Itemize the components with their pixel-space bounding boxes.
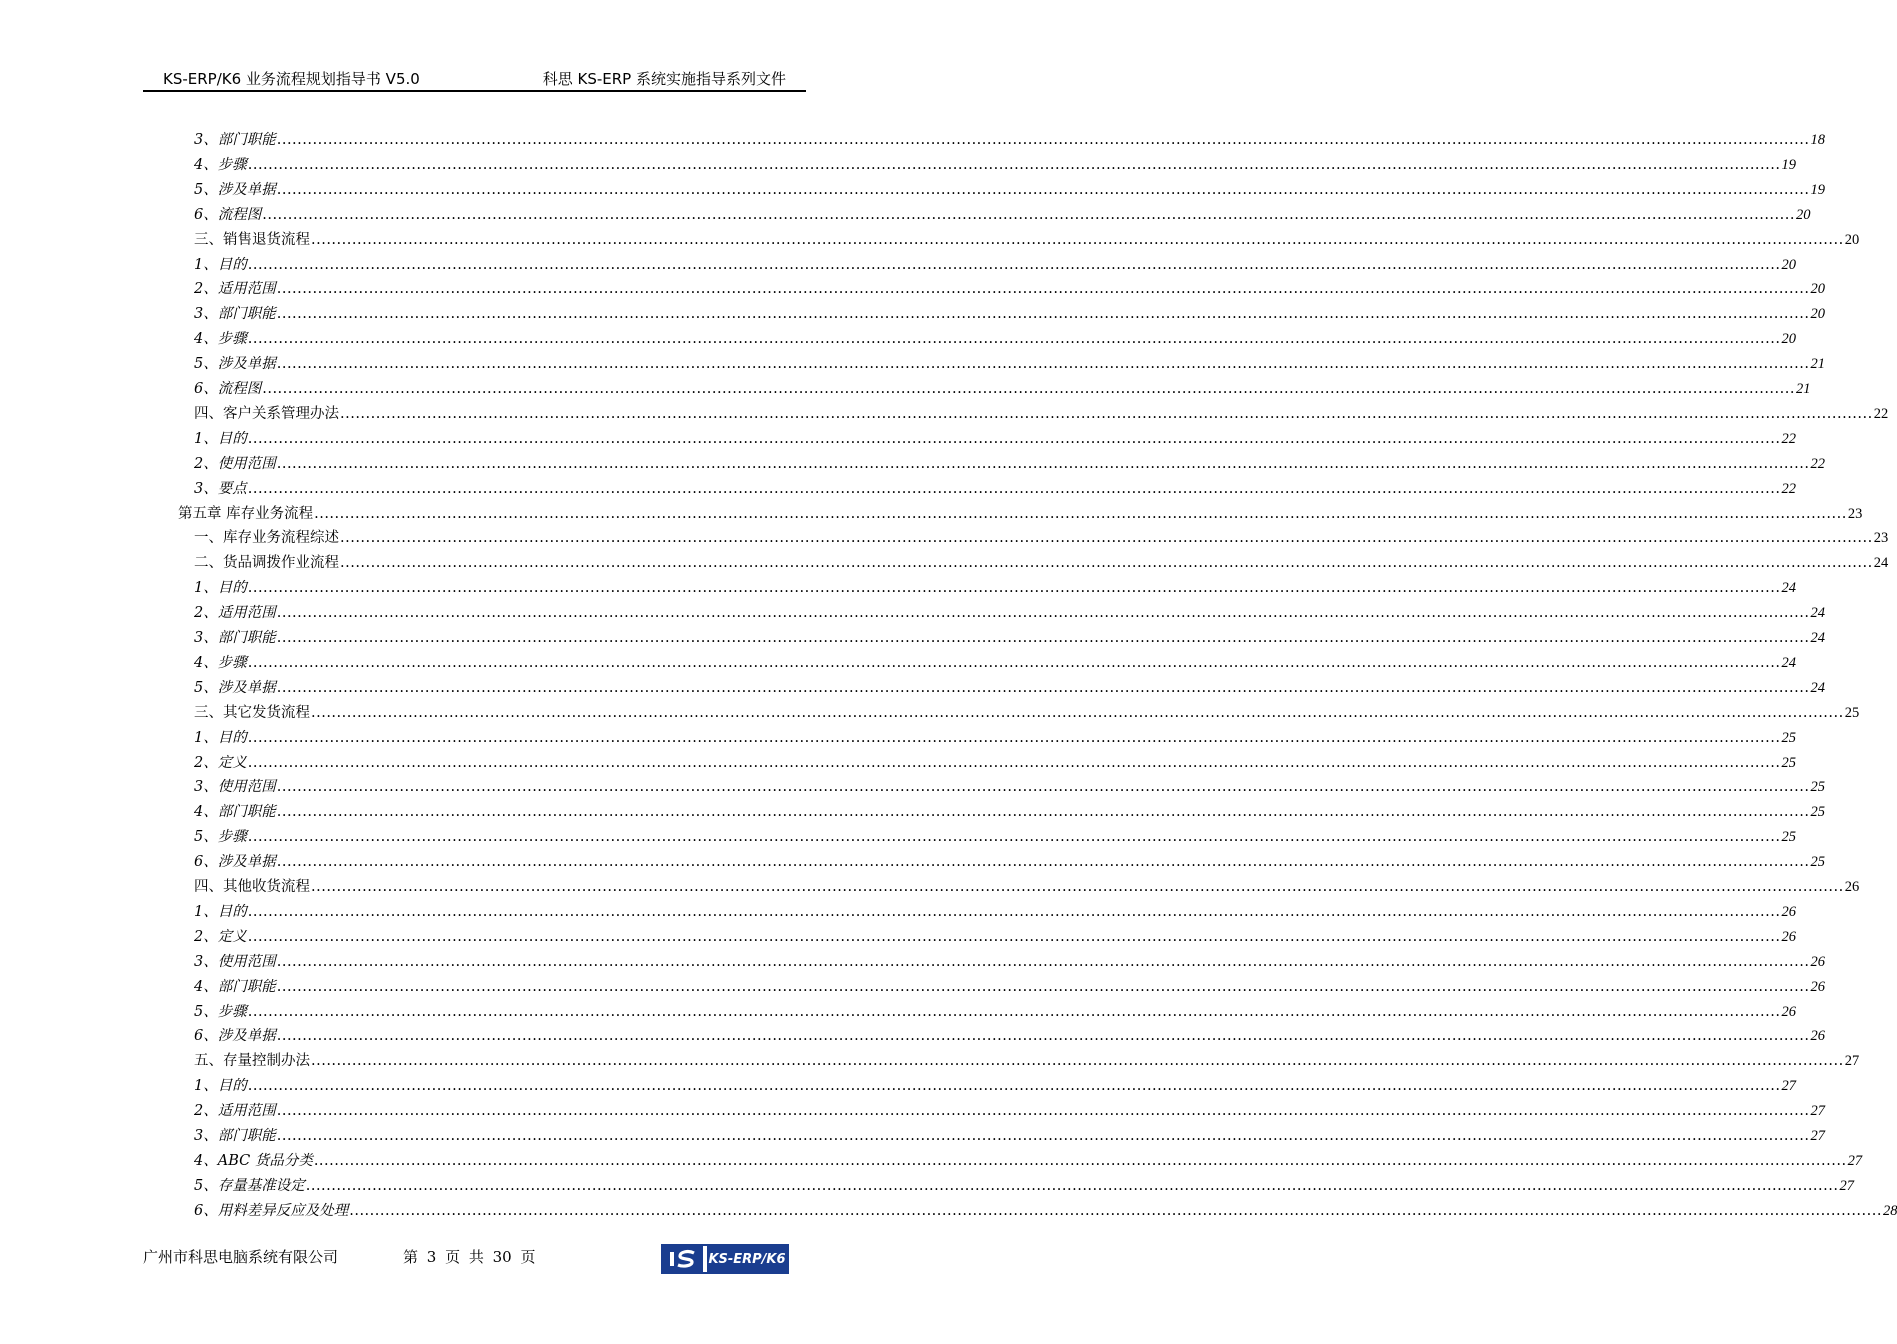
toc-entry-label: 1、目的 [194, 903, 247, 920]
toc-entry-label: 5、涉及单据 [194, 679, 276, 696]
toc-entry[interactable] [194, 399, 1889, 424]
toc-entry-page: 25 [1810, 779, 1825, 796]
toc-entry-label: 三、其它发货流程 [194, 704, 310, 721]
toc-entry-label: 5、涉及单据 [194, 356, 276, 373]
toc-entry[interactable] [194, 772, 1825, 797]
toc-entry[interactable] [194, 250, 1796, 275]
toc-leader-dots: ............................................................................................................................................................................................................................................................................................................ [311, 231, 1844, 248]
toc-entry-page: 20 [1844, 231, 1860, 248]
toc-leader-dots: ............................................................................................................................................................................................................................................................................................................ [349, 1202, 1882, 1219]
toc-leader-dots: ............................................................................................................................................................................................................................................................................................................ [276, 181, 1810, 198]
toc-entry[interactable] [194, 1121, 1825, 1146]
toc-leader-dots: ............................................................................................................................................................................................................................................................................................................ [247, 580, 1781, 597]
toc-entry-label: 6、涉及单据 [194, 854, 276, 871]
toc-entry-label: 1、目的 [194, 729, 247, 746]
toc-entry[interactable] [194, 797, 1825, 822]
page-header [143, 66, 806, 92]
toc-entry-label: 1、目的 [194, 256, 247, 273]
toc-entry-label: 2、定义 [194, 754, 247, 771]
toc-entry-label: 5、步骤 [194, 829, 247, 846]
toc-entry-label: 3、要点 [194, 480, 247, 497]
toc-entry-label: 4、步骤 [194, 654, 247, 671]
toc-entry[interactable] [194, 698, 1860, 723]
toc-entry-label: 一、库存业务流程综述 [194, 530, 339, 547]
toc-entry-page: 24 [1781, 580, 1796, 597]
toc-entry[interactable] [194, 723, 1796, 748]
toc-entry-page: 18 [1810, 132, 1825, 148]
toc-entry[interactable] [194, 748, 1796, 773]
toc-entry[interactable] [194, 997, 1796, 1022]
toc-entry-page: 26 [1810, 1028, 1825, 1045]
toc-entry[interactable] [178, 499, 1863, 524]
toc-entry-label: 4、部门职能 [194, 978, 276, 995]
toc-leader-dots: ............................................................................................................................................................................................................................................................................................................ [276, 356, 1810, 373]
toc-entry[interactable] [194, 225, 1860, 250]
toc-entry-page: 27 [1844, 1053, 1860, 1070]
toc-entry-page: 20 [1795, 206, 1811, 223]
toc-entry-label: 3、部门职能 [194, 630, 276, 646]
toc-entry-label: 1、目的 [194, 430, 247, 447]
toc-entry-page: 26 [1781, 928, 1796, 945]
toc-entry-label: 2、使用范围 [194, 455, 276, 472]
toc-entry[interactable] [194, 573, 1796, 598]
toc-entry-label: 5、步骤 [194, 1003, 247, 1020]
toc-entry-label: 2、适用范围 [194, 1103, 276, 1120]
header-right-title: 科思 KS-ERP 系统实施指导系列文件 [542, 70, 786, 88]
toc-entry-page: 28 [1882, 1202, 1897, 1219]
toc-entry-page: 26 [1781, 1003, 1796, 1020]
toc-entry[interactable] [194, 972, 1825, 997]
toc-leader-dots: ............................................................................................................................................................................................................................................................................................................ [247, 829, 1781, 846]
toc-entry-label: 2、定义 [194, 928, 247, 945]
toc-leader-dots: ............................................................................................................................................................................................................................................................................................................ [247, 754, 1781, 771]
toc-entry[interactable] [194, 623, 1825, 648]
toc-entry-label: 3、部门职能 [194, 132, 276, 148]
toc-entry-page: 20 [1810, 306, 1825, 323]
toc-leader-dots: ............................................................................................................................................................................................................................................................................................................ [276, 854, 1810, 871]
toc-entry-label: 6、流程图 [194, 206, 262, 223]
toc-entry-page: 22 [1781, 430, 1796, 447]
toc-entry-label: 6、涉及单据 [194, 1028, 276, 1045]
toc-leader-dots: ............................................................................................................................................................................................................................................................................................................ [276, 281, 1810, 298]
logo-mark-icon [663, 1246, 703, 1272]
toc-leader-dots: ............................................................................................................................................................................................................................................................................................................ [276, 306, 1810, 323]
toc-entry-page: 21 [1795, 381, 1811, 397]
footer-page-info: 第 3 页 共 30 页 [403, 1248, 536, 1266]
toc-entry-page: 27 [1810, 1128, 1825, 1144]
header-left-title: KS-ERP/K6 业务流程规划指导书 V5.0 [163, 70, 420, 88]
toc-entry-page: 27 [1781, 1078, 1796, 1095]
toc-entry[interactable] [194, 424, 1796, 449]
toc-entry-label: 5、存量基准设定 [194, 1177, 305, 1194]
toc-entry[interactable] [194, 1096, 1825, 1121]
toc-leader-dots: ............................................................................................................................................................................................................................................................................................................ [311, 1053, 1844, 1070]
toc-leader-dots: ............................................................................................................................................................................................................................................................................................................ [247, 156, 1781, 173]
toc-entry[interactable] [194, 324, 1796, 349]
toc-entry[interactable] [194, 872, 1860, 897]
toc-entry-page: 20 [1781, 256, 1796, 273]
toc-entry-page: 19 [1781, 156, 1796, 173]
toc-entry[interactable] [194, 1196, 1897, 1221]
toc-leader-dots: ............................................................................................................................................................................................................................................................................................................ [340, 530, 1873, 547]
toc-entry[interactable] [194, 1146, 1863, 1171]
toc-leader-dots: ............................................................................................................................................................................................................................................................................................................ [247, 1003, 1781, 1020]
toc-leader-dots: ............................................................................................................................................................................................................................................................................................................ [276, 630, 1810, 646]
toc-leader-dots: ............................................................................................................................................................................................................................................................................................................ [247, 430, 1781, 447]
toc-leader-dots: ............................................................................................................................................................................................................................................................................................................ [247, 256, 1781, 273]
toc-leader-dots: ............................................................................................................................................................................................................................................................................................................ [247, 928, 1781, 945]
toc-leader-dots: ............................................................................................................................................................................................................................................................................................................ [276, 1103, 1810, 1120]
logo-text: KS-ERP/K6 [705, 1246, 787, 1272]
toc-entry-label: 三、销售退货流程 [194, 231, 310, 248]
toc-entry-page: 24 [1873, 555, 1889, 572]
toc-entry-page: 26 [1810, 978, 1825, 995]
toc-entry-label: 3、部门职能 [194, 306, 276, 323]
toc-entry-label: 3、使用范围 [194, 779, 276, 796]
toc-entry-page: 24 [1810, 679, 1825, 696]
toc-leader-dots: ............................................................................................................................................................................................................................................................................................................ [247, 903, 1781, 920]
toc-leader-dots: ............................................................................................................................................................................................................................................................................................................ [340, 555, 1873, 572]
toc-leader-dots: ............................................................................................................................................................................................................................................................................................................ [276, 779, 1810, 796]
toc-leader-dots: ............................................................................................................................................................................................................................................................................................................ [276, 1028, 1810, 1045]
toc-leader-dots: ............................................................................................................................................................................................................................................................................................................ [276, 455, 1810, 472]
toc-entry[interactable] [194, 1021, 1825, 1046]
toc-entry-label: 6、流程图 [194, 381, 262, 397]
toc-entry-page: 23 [1873, 530, 1889, 547]
toc-entry-page: 25 [1781, 754, 1796, 771]
toc-entry[interactable] [194, 598, 1825, 623]
toc-leader-dots: ............................................................................................................................................................................................................................................................................................................ [247, 331, 1781, 348]
toc-entry-page: 25 [1844, 704, 1860, 721]
toc-entry-label: 4、部门职能 [194, 804, 276, 821]
toc-entry[interactable] [194, 1046, 1860, 1071]
company-logo [661, 1244, 789, 1274]
toc-entry-page: 27 [1810, 1103, 1825, 1120]
toc-entry-label: 第五章 库存业务流程 [178, 505, 314, 522]
toc-leader-dots: ............................................................................................................................................................................................................................................................................................................ [276, 679, 1810, 696]
toc-entry-page: 27 [1847, 1152, 1863, 1169]
toc-leader-dots: ............................................................................................................................................................................................................................................................................................................ [276, 953, 1810, 970]
toc-entry[interactable] [194, 125, 1825, 150]
toc-entry-label: 1、目的 [194, 1078, 247, 1095]
toc-entry-page: 24 [1781, 654, 1796, 671]
toc-entry[interactable] [194, 523, 1889, 548]
toc-leader-dots: ............................................................................................................................................................................................................................................................................................................ [276, 978, 1810, 995]
toc-entry-page: 21 [1810, 356, 1825, 373]
toc-entry-label: 5、涉及单据 [194, 181, 276, 198]
toc-leader-dots: ............................................................................................................................................................................................................................................................................................................ [262, 206, 1795, 223]
toc-leader-dots: ............................................................................................................................................................................................................................................................................................................ [314, 505, 1847, 522]
toc-entry-label: 4、步骤 [194, 156, 247, 173]
toc-entry-label: 3、使用范围 [194, 953, 276, 970]
toc-entry-page: 27 [1839, 1177, 1854, 1194]
toc-leader-dots: ............................................................................................................................................................................................................................................................................................................ [247, 1078, 1781, 1095]
toc-entry[interactable] [194, 374, 1811, 399]
toc-entry-page: 24 [1810, 630, 1825, 646]
toc-leader-dots: ............................................................................................................................................................................................................................................................................................................ [276, 132, 1810, 148]
toc-entry[interactable] [194, 1171, 1854, 1196]
footer-company: 广州市科思电脑系统有限公司 [143, 1248, 339, 1266]
toc-entry[interactable] [194, 922, 1796, 947]
toc-entry[interactable] [194, 274, 1825, 299]
toc-leader-dots: ............................................................................................................................................................................................................................................................................................................ [276, 605, 1810, 622]
toc-entry[interactable] [194, 947, 1825, 972]
toc-entry-label: 四、客户关系管理办法 [194, 405, 339, 422]
toc-entry-label: 五、存量控制办法 [194, 1053, 310, 1070]
toc-entry-label: 3、部门职能 [194, 1128, 276, 1144]
toc-entry-page: 26 [1844, 879, 1860, 895]
toc-entry-page: 22 [1810, 455, 1825, 472]
toc-entry-page: 25 [1781, 729, 1796, 746]
toc-leader-dots: ............................................................................................................................................................................................................................................................................................................ [247, 729, 1781, 746]
toc-leader-dots: ............................................................................................................................................................................................................................................................................................................ [276, 804, 1810, 821]
toc-entry[interactable] [194, 150, 1796, 175]
toc-entry-page: 25 [1810, 804, 1825, 821]
toc-leader-dots: ............................................................................................................................................................................................................................................................................................................ [247, 654, 1781, 671]
page-footer [143, 1244, 806, 1278]
toc-entry[interactable] [194, 175, 1825, 200]
toc-leader-dots: ............................................................................................................................................................................................................................................................................................................ [340, 405, 1873, 422]
toc-entry-page: 22 [1781, 480, 1796, 497]
toc-entry[interactable] [194, 299, 1825, 324]
toc-entry-page: 20 [1781, 331, 1796, 348]
toc-entry-label: 4、步骤 [194, 331, 247, 348]
toc-leader-dots: ............................................................................................................................................................................................................................................................................................................ [311, 879, 1844, 895]
toc-leader-dots: ............................................................................................................................................................................................................................................................................................................ [305, 1177, 1839, 1194]
toc-leader-dots: ............................................................................................................................................................................................................................................................................................................ [262, 381, 1795, 397]
toc-entry[interactable] [194, 548, 1889, 573]
toc-entry[interactable] [194, 349, 1825, 374]
toc-entry-page: 22 [1873, 405, 1889, 422]
toc-entry-label: 四、其他收货流程 [194, 879, 310, 895]
toc-entry-page: 19 [1810, 181, 1825, 198]
toc-entry-label: 二、货品调拨作业流程 [194, 555, 339, 572]
toc-entry-page: 23 [1847, 505, 1863, 522]
toc-leader-dots: ............................................................................................................................................................................................................................................................................................................ [311, 704, 1844, 721]
toc-entry-page: 26 [1781, 903, 1796, 920]
toc-entry[interactable] [194, 822, 1796, 847]
toc-entry-label: 2、适用范围 [194, 605, 276, 622]
toc-entry-page: 26 [1810, 953, 1825, 970]
toc-entry[interactable] [194, 648, 1796, 673]
toc-entry-label: 6、用料差异反应及处理 [194, 1202, 349, 1219]
toc-entry-page: 25 [1781, 829, 1796, 846]
toc-leader-dots: ............................................................................................................................................................................................................................................................................................................ [313, 1152, 1847, 1169]
toc-entry-page: 20 [1810, 281, 1825, 298]
toc-entry-label: 4、ABC 货品分类 [194, 1152, 313, 1169]
toc-entry-label: 1、目的 [194, 580, 247, 597]
toc-leader-dots: ............................................................................................................................................................................................................................................................................................................ [276, 1128, 1810, 1144]
toc-entry[interactable] [194, 897, 1796, 922]
toc-entry-page: 25 [1810, 854, 1825, 871]
toc-entry[interactable] [194, 449, 1825, 474]
toc-entry[interactable] [194, 1071, 1796, 1096]
toc-entry-page: 24 [1810, 605, 1825, 622]
toc-leader-dots: ............................................................................................................................................................................................................................................................................................................ [247, 480, 1781, 497]
toc-entry-label: 2、适用范围 [194, 281, 276, 298]
toc-entry[interactable] [194, 200, 1811, 225]
toc-entry[interactable] [194, 847, 1825, 872]
toc-entry[interactable] [194, 474, 1796, 499]
toc-entry[interactable] [194, 673, 1825, 698]
